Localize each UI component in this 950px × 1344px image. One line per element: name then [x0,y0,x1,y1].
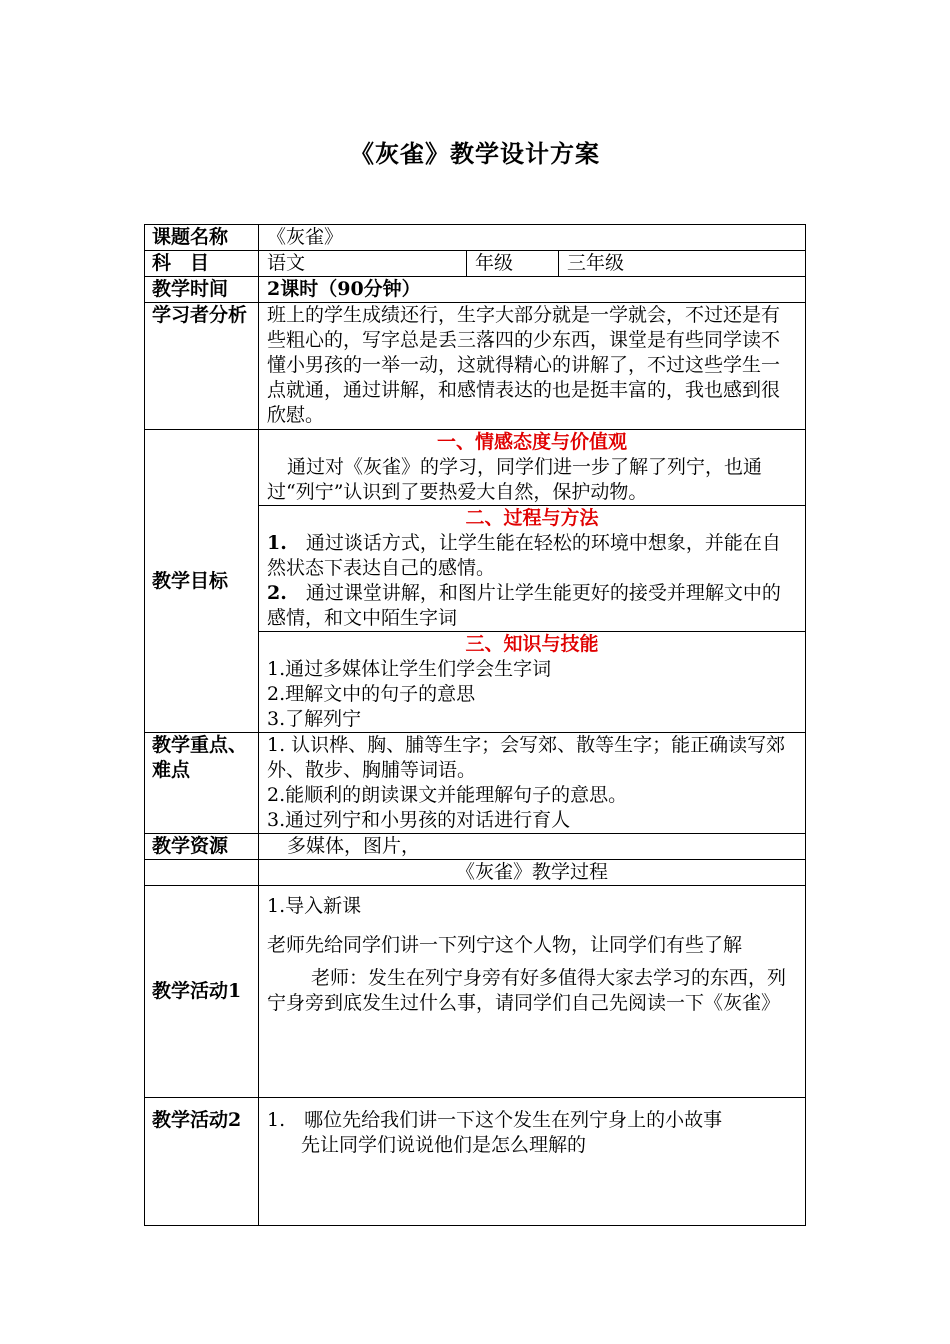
activity2-content [259,1098,806,1226]
goal-section-process [259,505,805,631]
goal3-heading: 三、知识与技能 [465,633,599,655]
goal2-heading: 二、过程与方法 [465,507,599,529]
row-teaching-goals [145,430,806,733]
goal2-item-2 [267,581,797,631]
document-title: 《灰雀》教学设计方案 [350,139,600,168]
row-topic [145,225,806,251]
key-label: 教学重点、难点 [145,733,259,834]
process-header: 《灰雀》教学过程 [259,860,806,886]
activity2-line: 先让同学们说说他们是怎么理解的 [301,1134,587,1156]
analysis-label: 学习者分析 [145,303,259,430]
key-item: 3.通过列宁和小男孩的对话进行育人 [267,809,571,831]
row-key-points [145,733,806,834]
activity1-line: 1.导入新课 [267,895,362,917]
topic-label: 课题名称 [145,225,259,251]
goal2-item-1 [267,531,797,581]
goals-label: 教学目标 [145,430,259,733]
topic-value: 《灰雀》 [259,225,806,251]
time-label: 教学时间 [145,277,259,303]
process-header-blank [145,860,259,886]
goal2-item-2-num: 2. [267,582,287,604]
activity2-line: 1. 哪位先给我们讲一下这个发生在列宁身上的小故事 [267,1109,723,1131]
row-process-header [145,860,806,886]
row-activity-1 [145,886,806,1098]
activity2-label: 教学活动2 [145,1098,259,1226]
subject-value: 语文 [259,251,467,277]
goal2-item-2-text: 通过课堂讲解，和图片让学生能更好的接受并理解文中的感情，和文中陌生字词 [267,582,781,629]
goals-content [259,430,806,733]
grade-value: 三年级 [559,251,806,277]
goal2-item-1-text: 通过谈话方式，让学生能在轻松的环境中想象，并能在自然状态下表达自己的感情。 [267,532,781,579]
key-item: 1. 认识桦、胸、脯等生字；会写郊、散等生字；能正确读写郊外、散步、胸脯等词语。 [267,734,786,781]
goal3-item: 2.理解文中的句子的意思 [267,683,476,705]
row-time [145,277,806,303]
resource-value: 多媒体，图片， [259,834,806,860]
key-item: 2.能顺利的朗读课文并能理解句子的意思。 [267,784,628,806]
goal-section-emotion [267,430,797,505]
key-content [259,733,806,834]
goal1-heading: 一、情感态度与价值观 [437,431,628,453]
row-resources [145,834,806,860]
goal1-text: 通过对《灰雀》的学习，同学们进一步了解了列宁，也通过“列宁”认识到了要热爱大自然，保护动物。 [267,456,763,503]
goal2-item-1-num: 1. [267,532,287,554]
resource-label: 教学资源 [145,834,259,860]
goal-section-knowledge [259,631,805,732]
activity1-line: 老师：发生在列宁身旁有好多值得大家去学习的东西，列宁身旁到底发生过什么事，请同学们自己先阅读一下《灰雀》 [267,967,787,1014]
row-activity-2 [145,1098,806,1226]
activity1-label: 教学活动1 [145,886,259,1098]
analysis-text: 班上的学生成绩还行，生字大部分就是一学就会，不过还是有些粗心的，写字总是丢三落四的少东西，课堂是有些同学读不懂小男孩的一举一动，这就得精心的讲解了，不过这些学生一点就通，通过讲解，和感情表达的也是挺丰富的，我也感到很欣慰。 [259,303,806,430]
row-subject [145,251,806,277]
activity1-content [259,886,806,1098]
lesson-plan-table [144,224,806,1226]
subject-label: 科 目 [145,251,259,277]
goal3-item: 1.通过多媒体让学生们学会生字词 [267,658,552,680]
goal3-item: 3.了解列宁 [267,708,362,730]
grade-label: 年级 [467,251,559,277]
row-learner-analysis [145,303,806,430]
activity1-line: 老师先给同学们讲一下列宁这个人物，让同学们有些了解 [267,934,743,956]
time-value: 2课时（90分钟） [259,277,806,303]
